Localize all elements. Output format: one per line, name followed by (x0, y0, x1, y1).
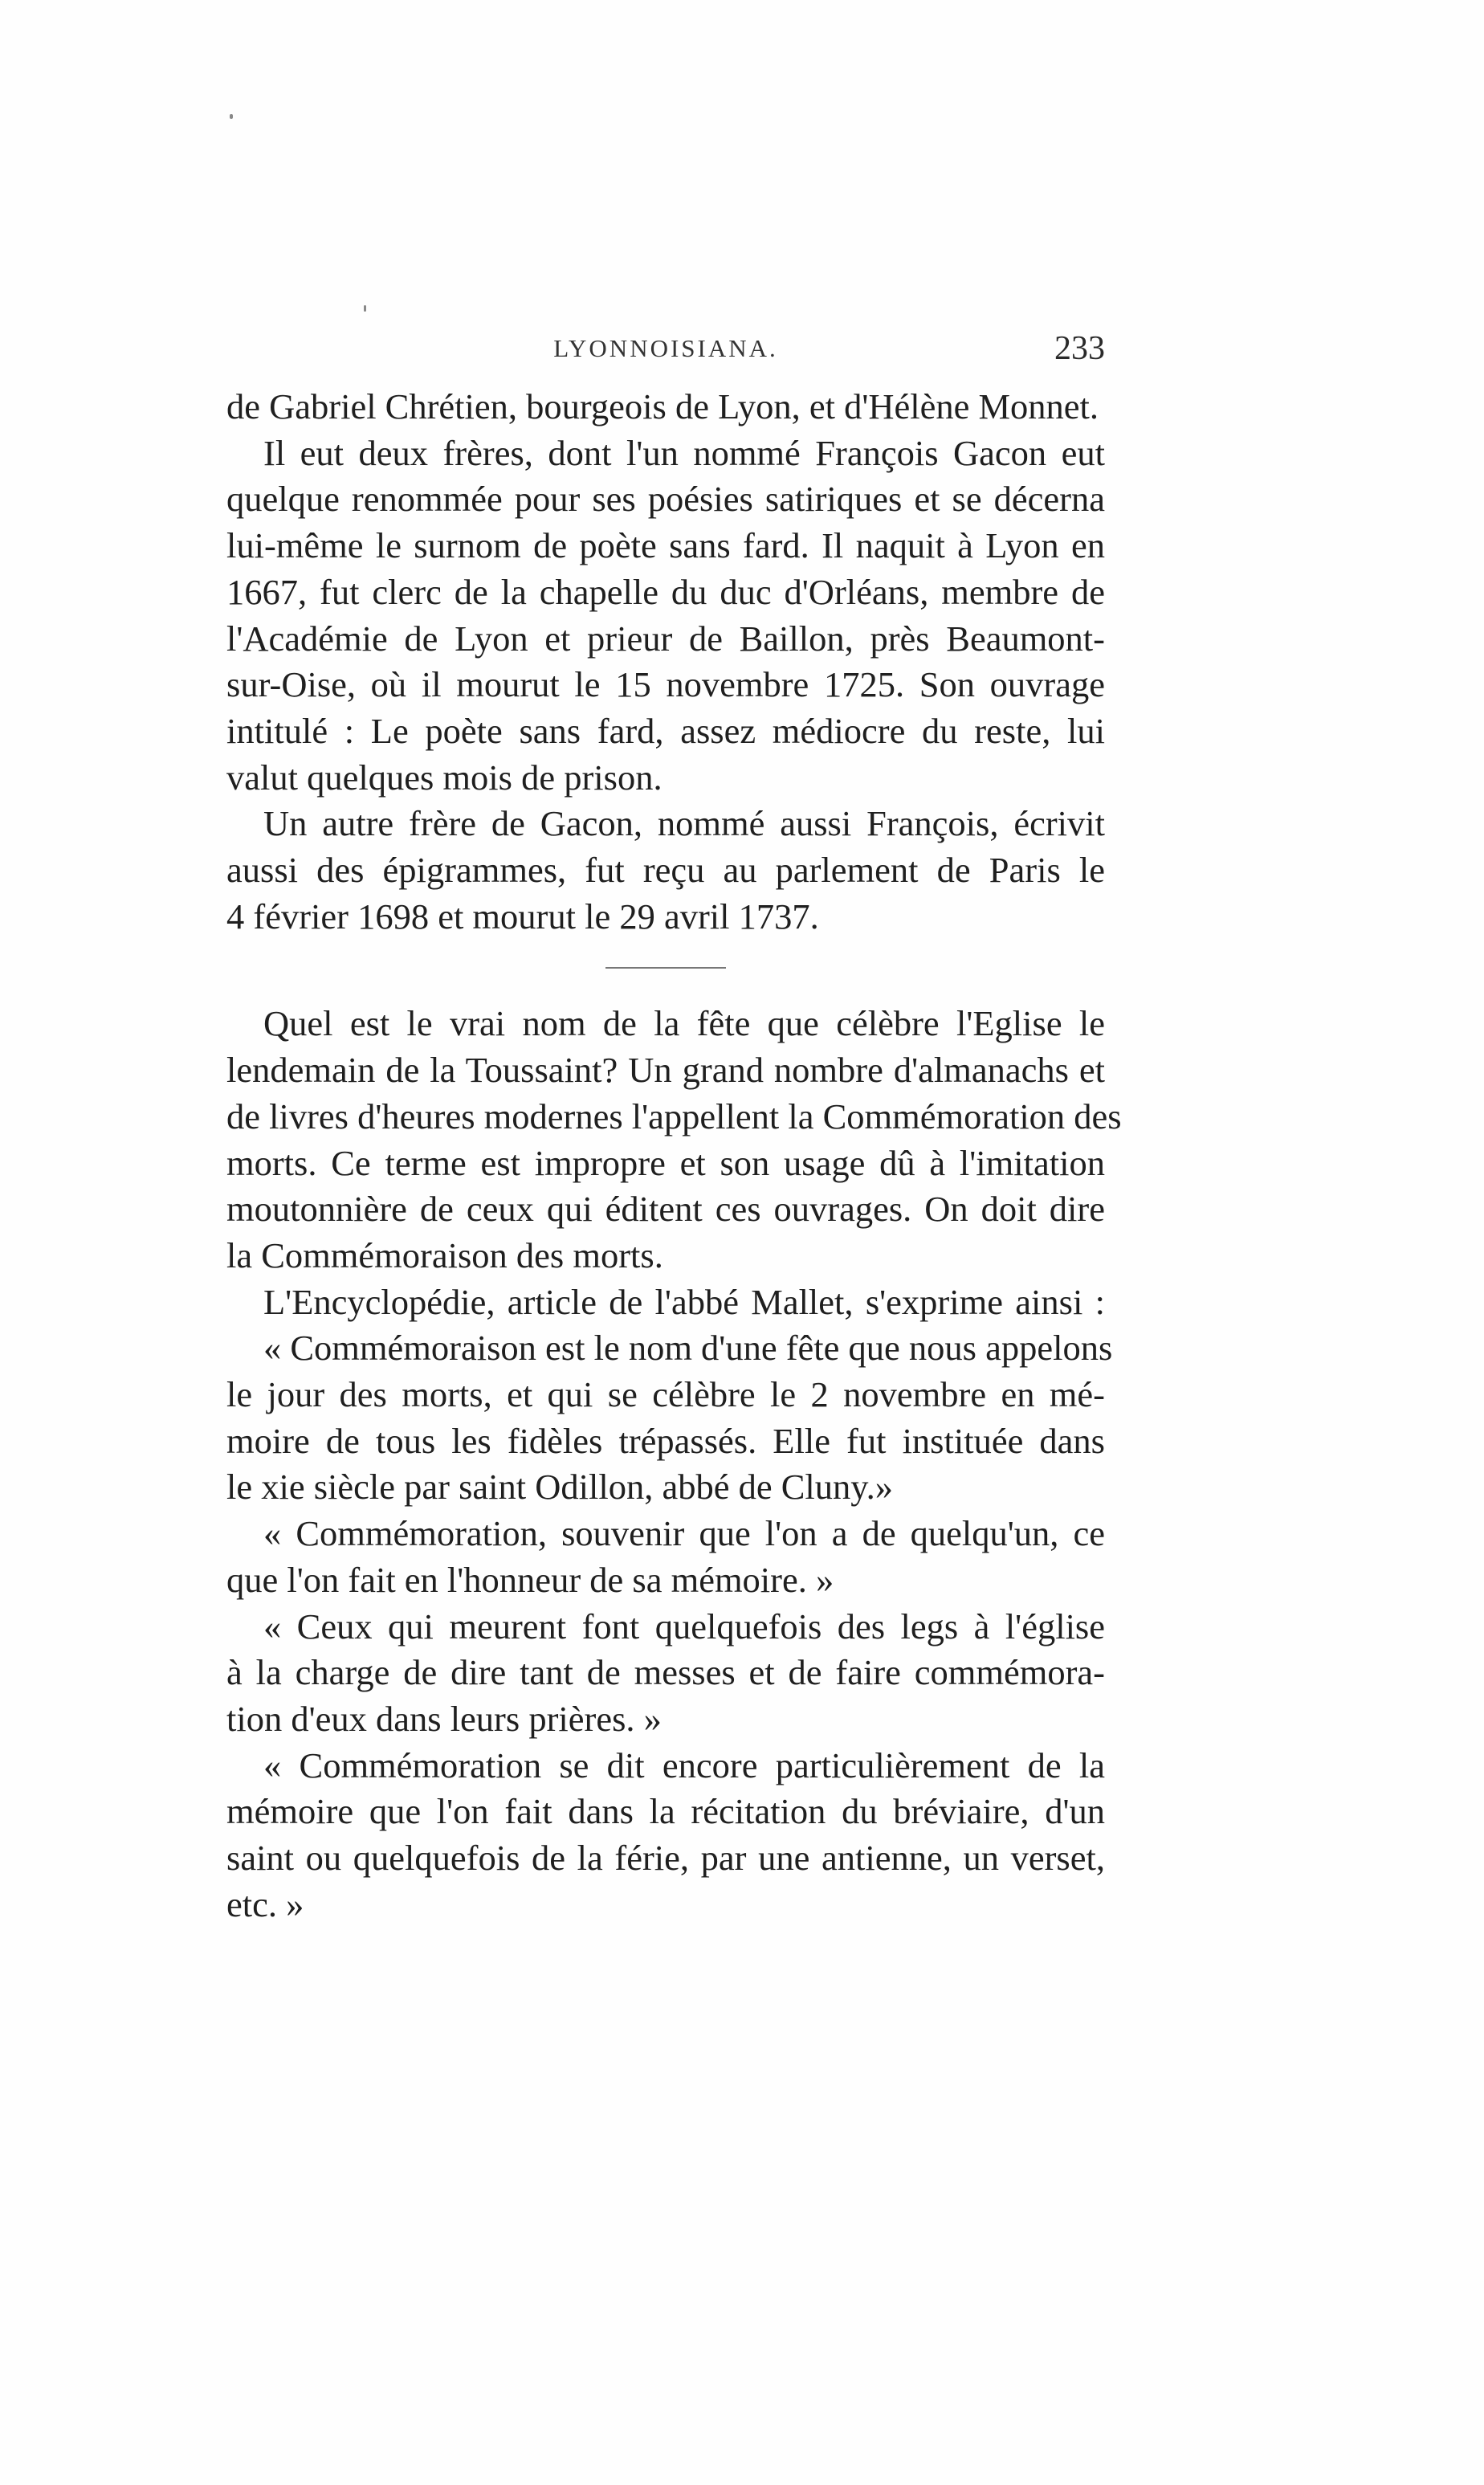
text-line: Un autre frère de Gacon, nommé aussi François, écrivit (263, 803, 1105, 844)
text-line: saint ou quelquefois de la férie, par une antienne, un verset, (226, 1838, 1105, 1879)
paragraph-encyclopedie (226, 1279, 1113, 1512)
paragraph-gacon-brothers (226, 430, 1105, 802)
paragraph-legs (226, 1604, 1105, 1743)
text-line: à la charge de dire tant de messes et de faire commémora- (226, 1652, 1105, 1693)
text-line: Il eut deux frères, dont l'un nommé François Gacon eut (263, 432, 1105, 473)
body-text (226, 384, 1122, 1928)
text-line: moire de tous les fidèles trépassés. Elle fut instituée dans (226, 1420, 1105, 1461)
text-line: intitulé : Le poète sans fard, assez médiocre du reste, lui (226, 710, 1105, 751)
paragraph-other-brother (226, 801, 1105, 940)
text-line: moutonnière de ceux qui éditent ces ouvrages. On doit dire (226, 1189, 1105, 1230)
text-line: « Ceux qui meurent font quelquefois des legs à l'église (263, 1606, 1105, 1646)
running-title: LYONNOISIANA. (553, 334, 778, 362)
page-number: 233 (1054, 330, 1105, 367)
text-line: « Commémoration, souvenir que l'on a de quelqu'un, ce (263, 1513, 1105, 1554)
ink-speck (230, 114, 233, 119)
paragraph-gabriel (226, 384, 1105, 430)
text-line: lui-même le surnom de poète sans fard. Il naquit à Lyon en (226, 525, 1105, 566)
text-line: que l'on fait en l'honneur de sa mémoire. » (226, 1559, 834, 1600)
text-line: le jour des morts, et qui se célèbre le 2 novembre en mé- (226, 1374, 1105, 1415)
text-line: 4 février 1698 et mourut le 29 avril 1737. (226, 896, 819, 936)
text-line: lendemain de la Toussaint? Un grand nombre d'almanachs et (226, 1050, 1105, 1091)
paragraph-breviaire (226, 1743, 1105, 1928)
text-line: L'Encyclopédie, article de l'abbé Mallet, s'exprime ainsi : (263, 1281, 1105, 1322)
text-line: morts. Ce terme est impropre et son usage dû à l'imitation (226, 1142, 1105, 1183)
running-head (226, 329, 1105, 377)
text-line: Quel est le vrai nom de la fête que célèbre l'Eglise le (263, 1003, 1105, 1044)
paragraph-commemoration-definition (226, 1511, 1105, 1603)
text-line: de livres d'heures modernes l'appellent la Commémoration des (226, 1096, 1122, 1136)
text-line: de Gabriel Chrétien, bourgeois de Lyon, et d'Hélène Monnet. (226, 386, 1099, 426)
text-line: 1667, fut clerc de la chapelle du duc d'Orléans, membre de (226, 571, 1105, 612)
text-line: tion d'eux dans leurs prières. » (226, 1698, 662, 1739)
text-line: quelque renommée pour ses poésies satiriques et se décerna (226, 479, 1105, 520)
text-line: sur-Oise, où il mourut le 15 novembre 1725. Son ouvrage (226, 664, 1105, 705)
text-line: la Commémoraison des morts. (226, 1234, 663, 1275)
text-line: « Commémoration se dit encore particulièrement de la (263, 1744, 1105, 1785)
text-line: l'Académie de Lyon et prieur de Baillon, près Beaumont- (226, 618, 1105, 659)
text-line: mémoire que l'on fait dans la récitation du bréviaire, d'un (226, 1791, 1105, 1832)
text-line: « Commémoraison est le nom d'une fête que nous appelons (263, 1328, 1113, 1369)
text-line: valut quelques mois de prison. (226, 757, 662, 798)
section-separator (605, 967, 726, 969)
text-line: etc. » (226, 1883, 304, 1924)
text-line: le xie siècle par saint Odillon, abbé de Cluny.» (226, 1467, 894, 1508)
ink-speck (364, 305, 366, 312)
paragraph-toussaint (226, 1001, 1122, 1279)
text-line: aussi des épigrammes, fut reçu au parlement de Paris le (226, 850, 1105, 891)
